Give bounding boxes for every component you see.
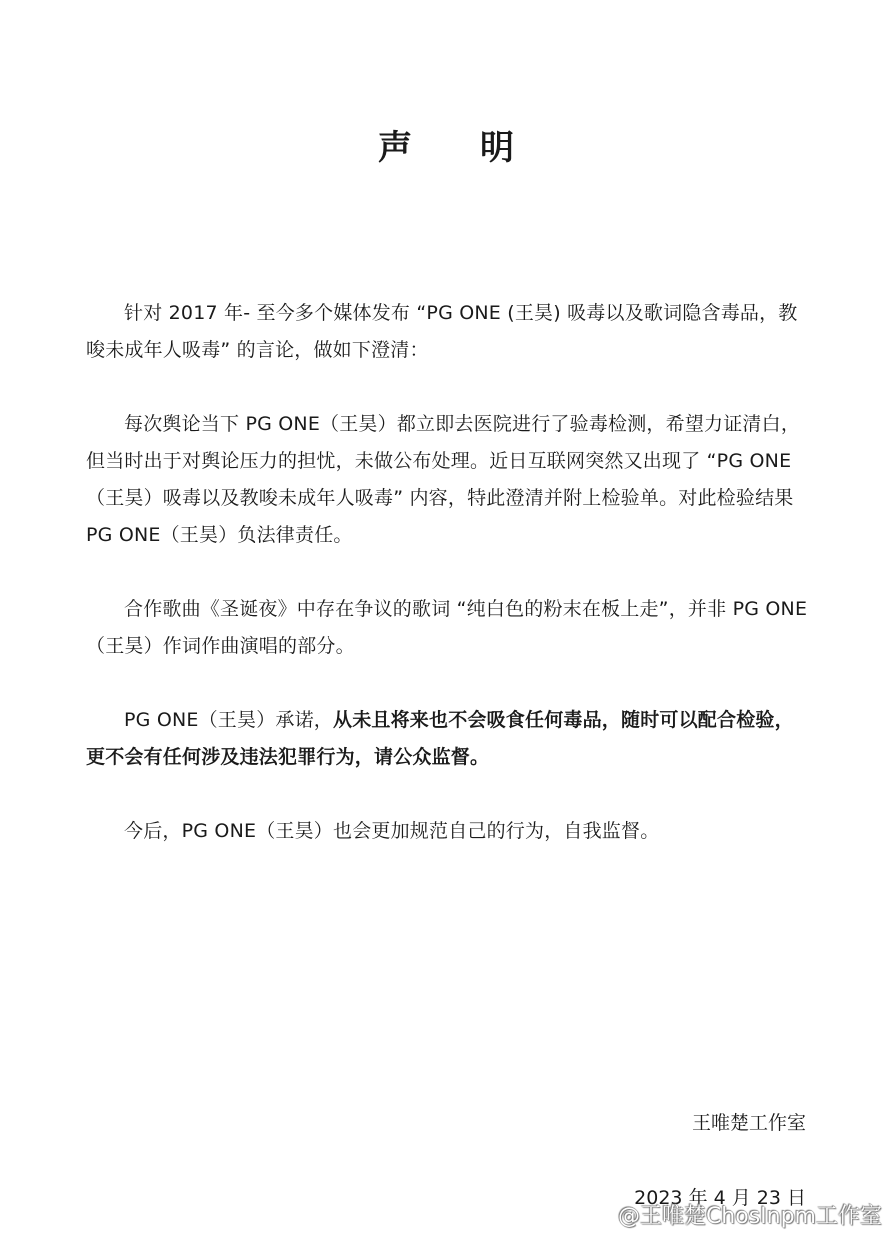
paragraph-clarification-intro: 针对 2017 年- 至今多个媒体发布 “PG ONE (王昊) 吸毒以及歌词隐含毒品，教唆未成年人吸毒” 的言论，做如下澄清： xyxy=(86,302,798,361)
promise-bold-text: 从未且将来也不会吸食任何毒品，随时可以配合检验，更不会有任何涉及违法犯罪行为，请公众监督。 xyxy=(86,709,794,768)
watermark-text: @王唯楚ChosInpm工作室 xyxy=(617,1204,882,1229)
statement-date: 2023 年 4 月 23 日 xyxy=(634,1187,806,1209)
paragraph-future-conduct: 今后，PG ONE（王昊）也会更加规范自己的行为，自我监督。 xyxy=(124,820,660,842)
paragraph-drug-test: 每次舆论当下 PG ONE（王昊）都立即去医院进行了验毒检测，希望力证清白，但当时出于对舆论压力的担忧，未做公布处理。近日互联网突然又出现了 “PG ONE（王昊）吸毒以及教唆未成年人吸毒” 内容，特此澄清并附上检验单。对此检验结果 PG ONE（王昊）负法律责任。 xyxy=(86,413,801,546)
document-title: 声 明 xyxy=(378,128,514,168)
weibo-icon xyxy=(582,1205,612,1229)
paragraph-promise xyxy=(86,702,810,776)
signature-studio-name: 王唯楚工作室 xyxy=(691,1112,806,1134)
paragraph-song-lyrics: 合作歌曲《圣诞夜》中存在争议的歌词 “纯白色的粉末在板上走”，并非 PG ONE（王昊）作词作曲演唱的部分。 xyxy=(86,598,808,657)
promise-lead-text: PG ONE（王昊）承诺， xyxy=(124,709,333,731)
weibo-watermark xyxy=(582,1200,882,1234)
